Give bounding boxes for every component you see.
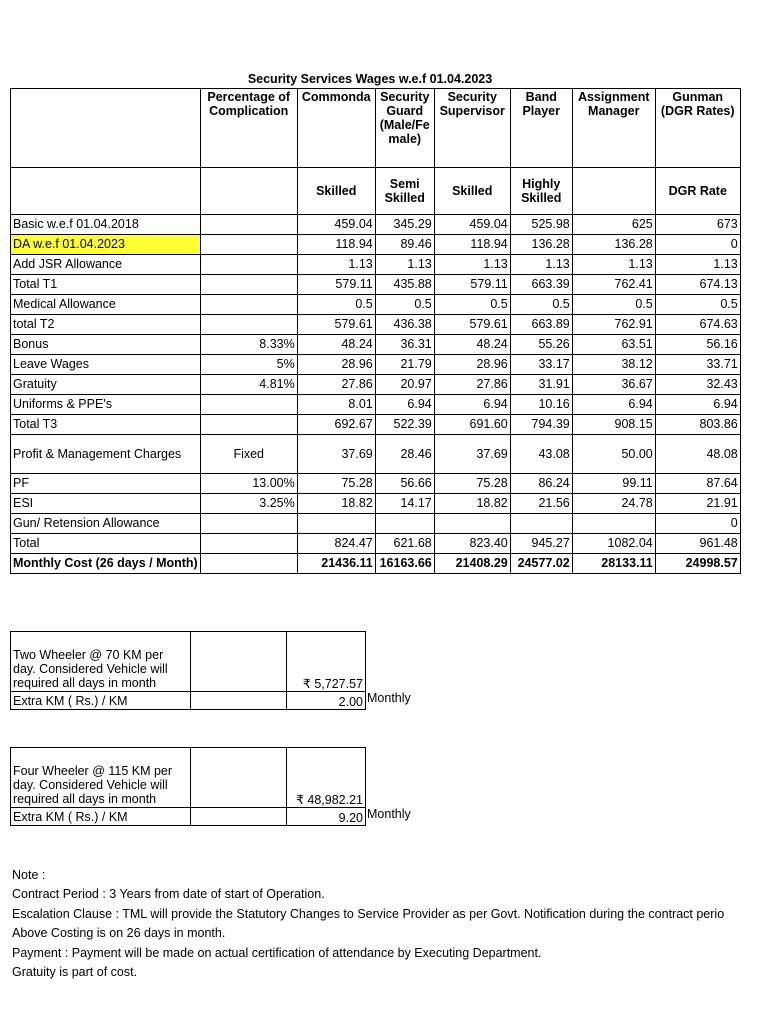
cell-security-guard: 345.29 [375,215,434,235]
cell-band-player [510,514,572,534]
cell-security-supervisor: 48.24 [434,335,510,355]
cell-gunman: 24998.57 [655,554,740,574]
vehicle-amount: ₹ 48,982.21 [287,748,366,808]
cell-security-guard: 436.38 [375,315,434,335]
header-assignment-manager: Assignment Manager [572,89,655,168]
table-row [11,554,741,574]
row-label: DA w.e.f 01.04.2023 [11,235,201,255]
cell-band-player: 663.39 [510,275,572,295]
cell-security-supervisor: 75.28 [434,474,510,494]
two-wheeler-table [10,631,366,710]
cell-security-guard: 0.5 [375,295,434,315]
row-percentage [200,215,297,235]
cell-gunman: 674.13 [655,275,740,295]
cell-band-player: 55.26 [510,335,572,355]
cell-commonda: 8.01 [297,395,375,415]
vehicle-blank [191,692,287,710]
row-label: Bonus [11,335,201,355]
cell-commonda: 1.13 [297,255,375,275]
cell-assignment-manager [572,514,655,534]
header-blank [11,89,201,168]
subheader-blank [11,168,201,215]
note-line: Payment : Payment will be made on actual certification of attendance by Executing Department. [12,945,542,960]
row-label: Gun/ Retension Allowance [11,514,201,534]
cell-commonda: 27.86 [297,375,375,395]
cell-commonda: 37.69 [297,435,375,474]
row-percentage [200,395,297,415]
cell-commonda: 459.04 [297,215,375,235]
row-percentage [200,315,297,335]
cell-gunman: 673 [655,215,740,235]
vehicle-unit: Monthly [367,807,411,821]
table-row [11,255,741,275]
cell-security-supervisor [434,514,510,534]
cell-gunman: 32.43 [655,375,740,395]
row-percentage [200,255,297,275]
row-label: Add JSR Allowance [11,255,201,275]
cell-security-guard: 36.31 [375,335,434,355]
cell-commonda: 579.61 [297,315,375,335]
cell-security-supervisor: 0.5 [434,295,510,315]
cell-security-guard: 28.46 [375,435,434,474]
cell-commonda: 118.94 [297,235,375,255]
cell-gunman: 33.71 [655,355,740,375]
cell-security-supervisor: 579.11 [434,275,510,295]
row-label: Monthly Cost (26 days / Month) [11,554,201,574]
vehicle-amount: ₹ 5,727.57 [287,632,366,692]
cell-assignment-manager: 63.51 [572,335,655,355]
cell-commonda: 75.28 [297,474,375,494]
row-percentage: 4.81% [200,375,297,395]
extra-km-label: Extra KM ( Rs.) / KM [11,692,191,710]
cell-assignment-manager: 36.67 [572,375,655,395]
cell-security-guard: 89.46 [375,235,434,255]
header-commonda: Commonda [297,89,375,168]
cell-assignment-manager: 762.41 [572,275,655,295]
cell-band-player: 31.91 [510,375,572,395]
row-label: Medical Allowance [11,295,201,315]
cell-gunman: 21.91 [655,494,740,514]
row-percentage [200,514,297,534]
table-row [11,514,741,534]
header-gunman: Gunman (DGR Rates) [655,89,740,168]
cell-security-guard: 621.68 [375,534,434,554]
vehicle-description: Two Wheeler @ 70 KM per day. Considered Vehicle will required all days in month [11,632,191,692]
subheader-security-supervisor: Skilled [434,168,510,215]
subheader-row [11,168,741,215]
cell-commonda: 0.5 [297,295,375,315]
cell-security-guard: 21.79 [375,355,434,375]
cell-band-player: 945.27 [510,534,572,554]
subheader-commonda: Skilled [297,168,375,215]
cell-security-supervisor: 691.60 [434,415,510,435]
cell-gunman: 0 [655,514,740,534]
cell-band-player: 136.28 [510,235,572,255]
row-percentage: 13.00% [200,474,297,494]
row-percentage [200,235,297,255]
subheader-security-guard: Semi Skilled [375,168,434,215]
cell-assignment-manager: 0.5 [572,295,655,315]
row-percentage [200,295,297,315]
cell-security-guard: 56.66 [375,474,434,494]
row-label: PF [11,474,201,494]
row-label: Uniforms & PPE's [11,395,201,415]
cell-security-supervisor: 459.04 [434,215,510,235]
note-line: Escalation Clause : TML will provide the Statutory Changes to Service Provider as per Govt. Notification during the contract perio [12,906,725,921]
cell-gunman: 6.94 [655,395,740,415]
row-label: Total T3 [11,415,201,435]
cell-security-guard: 14.17 [375,494,434,514]
cell-commonda: 21436.11 [297,554,375,574]
row-label: Total T1 [11,275,201,295]
row-percentage [200,534,297,554]
table-row [11,474,741,494]
cell-gunman: 87.64 [655,474,740,494]
cell-gunman: 56.16 [655,335,740,355]
cell-assignment-manager: 1.13 [572,255,655,275]
cell-gunman: 674.63 [655,315,740,335]
header-percentage: Percentage of Complication [200,89,297,168]
row-percentage [200,415,297,435]
cell-security-supervisor: 18.82 [434,494,510,514]
row-label: Gratuity [11,375,201,395]
cell-commonda: 824.47 [297,534,375,554]
vehicle-description: Four Wheeler @ 115 KM per day. Considered Vehicle will required all days in month [11,748,191,808]
table-row [11,235,741,255]
cell-commonda: 692.67 [297,415,375,435]
notes-section [12,866,768,982]
cell-security-supervisor: 27.86 [434,375,510,395]
cell-assignment-manager: 38.12 [572,355,655,375]
cell-security-supervisor: 579.61 [434,315,510,335]
cell-assignment-manager: 908.15 [572,415,655,435]
table-row [11,335,741,355]
cell-commonda [297,514,375,534]
header-row [11,89,741,168]
cell-band-player: 43.08 [510,435,572,474]
vehicle-blank [191,632,287,692]
cell-security-supervisor: 21408.29 [434,554,510,574]
cell-gunman: 0 [655,235,740,255]
cell-assignment-manager: 762.91 [572,315,655,335]
row-label: Total [11,534,201,554]
cell-band-player: 21.56 [510,494,572,514]
cell-band-player: 525.98 [510,215,572,235]
table-row [11,435,741,474]
cell-assignment-manager: 1082.04 [572,534,655,554]
cell-band-player: 1.13 [510,255,572,275]
cell-assignment-manager: 99.11 [572,474,655,494]
cell-security-supervisor: 28.96 [434,355,510,375]
cell-gunman: 48.08 [655,435,740,474]
cell-security-guard: 20.97 [375,375,434,395]
cell-gunman: 1.13 [655,255,740,275]
cell-security-guard: 435.88 [375,275,434,295]
cell-assignment-manager: 24.78 [572,494,655,514]
row-label: ESI [11,494,201,514]
cell-assignment-manager: 50.00 [572,435,655,474]
row-percentage: 8.33% [200,335,297,355]
extra-km-value: 2.00 [287,692,366,710]
row-percentage [200,275,297,295]
row-percentage [200,554,297,574]
header-security-supervisor: Security Supervisor [434,89,510,168]
sheet-title: Security Services Wages w.e.f 01.04.2023 [247,72,493,86]
row-percentage: Fixed [200,435,297,474]
vehicle-blank [191,808,287,826]
extra-km-label: Extra KM ( Rs.) / KM [11,808,191,826]
cell-band-player: 86.24 [510,474,572,494]
cell-band-player: 33.17 [510,355,572,375]
cell-security-supervisor: 823.40 [434,534,510,554]
cell-band-player: 0.5 [510,295,572,315]
table-row [11,415,741,435]
cell-band-player: 663.89 [510,315,572,335]
note-line: Contract Period : 3 Years from date of start of Operation. [12,887,325,902]
table-row [11,315,741,335]
header-band-player: Band Player [510,89,572,168]
subheader-band-player: Highly Skilled [510,168,572,215]
cell-security-guard: 522.39 [375,415,434,435]
vehicle-unit: Monthly [367,691,411,705]
table-row [11,215,741,235]
note-line: Note : [12,868,46,882]
cell-gunman: 803.86 [655,415,740,435]
cell-security-guard: 1.13 [375,255,434,275]
cell-security-supervisor: 6.94 [434,395,510,415]
cell-commonda: 579.11 [297,275,375,295]
subheader-gunman: DGR Rate [655,168,740,215]
table-row [11,355,741,375]
table-row [11,375,741,395]
cell-band-player: 10.16 [510,395,572,415]
cell-commonda: 48.24 [297,335,375,355]
row-label: total T2 [11,315,201,335]
cell-band-player: 24577.02 [510,554,572,574]
cell-security-supervisor: 1.13 [434,255,510,275]
cell-gunman: 961.48 [655,534,740,554]
cell-band-player: 794.39 [510,415,572,435]
extra-km-value: 9.20 [287,808,366,826]
note-line: Above Costing is on 26 days in month. [12,926,226,941]
cell-assignment-manager: 136.28 [572,235,655,255]
table-row [11,275,741,295]
cell-security-supervisor: 37.69 [434,435,510,474]
subheader-blank [572,168,655,215]
row-percentage: 3.25% [200,494,297,514]
header-security-guard: Security Guard (Male/Fe male) [375,89,434,168]
cell-security-guard: 16163.66 [375,554,434,574]
subheader-blank [200,168,297,215]
wages-table [10,88,741,574]
row-label: Basic w.e.f 01.04.2018 [11,215,201,235]
row-label: Profit & Management Charges [11,435,201,474]
cell-security-guard [375,514,434,534]
cell-assignment-manager: 28133.11 [572,554,655,574]
table-row [11,395,741,415]
cell-assignment-manager: 6.94 [572,395,655,415]
cell-gunman: 0.5 [655,295,740,315]
cell-security-guard: 6.94 [375,395,434,415]
row-label: Leave Wages [11,355,201,375]
cell-commonda: 28.96 [297,355,375,375]
table-row [11,494,741,514]
note-line: Gratuity is part of cost. [12,964,138,979]
vehicle-blank [191,748,287,808]
cell-security-supervisor: 118.94 [434,235,510,255]
row-percentage: 5% [200,355,297,375]
four-wheeler-table [10,747,366,826]
table-row [11,295,741,315]
cell-assignment-manager: 625 [572,215,655,235]
cell-commonda: 18.82 [297,494,375,514]
table-row [11,534,741,554]
